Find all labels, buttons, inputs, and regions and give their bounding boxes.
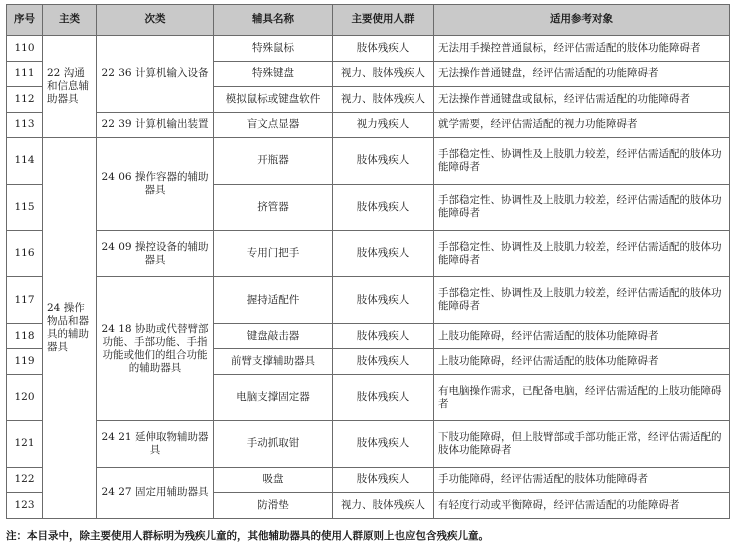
table-row — [7, 36, 730, 62]
sub-category-2421: 24 21 延伸取物辅助器具 — [97, 421, 214, 467]
row-number: 118 — [7, 323, 43, 349]
row-number: 122 — [7, 467, 43, 493]
user-group: 肢体残疾人 — [333, 374, 434, 420]
row-number: 123 — [7, 493, 43, 519]
device-name: 前臂支撑辅助器具 — [214, 349, 333, 375]
user-group: 视力残疾人 — [333, 112, 434, 138]
device-name: 盲文点显器 — [214, 112, 333, 138]
sub-category-2406: 24 06 操作容器的辅助器具 — [97, 138, 214, 231]
target-description: 无法用手操控普通鼠标，经评估需适配的肢体功能障碍者 — [434, 36, 730, 62]
header-main-category: 主类 — [43, 5, 97, 36]
device-name: 手动抓取钳 — [214, 421, 333, 467]
target-description: 手部稳定性、协调性及上肢肌力较差，经评估需适配的肢体功能障碍者 — [434, 138, 730, 184]
header-device-name: 辅具名称 — [214, 5, 333, 36]
target-description: 手部稳定性、协调性及上肢肌力较差，经评估需适配的肢体功能障碍者 — [434, 184, 730, 230]
user-group: 肢体残疾人 — [333, 467, 434, 493]
device-name: 特殊键盘 — [214, 61, 333, 87]
user-group: 肢体残疾人 — [333, 323, 434, 349]
table-row — [7, 231, 730, 277]
sub-category-2418: 24 18 协助或代替臂部功能、手部功能、手指功能或他们的组合功能的辅助器具 — [97, 277, 214, 421]
table-header-row — [7, 5, 730, 36]
user-group: 视力、肢体残疾人 — [333, 87, 434, 113]
target-description: 无法操作普通键盘，经评估需适配的功能障碍者 — [434, 61, 730, 87]
device-name: 握持适配件 — [214, 277, 333, 323]
row-number: 121 — [7, 421, 43, 467]
row-number: 111 — [7, 61, 43, 87]
assistive-device-table — [6, 4, 730, 519]
header-sub-category: 次类 — [97, 5, 214, 36]
row-number: 116 — [7, 231, 43, 277]
device-name: 吸盘 — [214, 467, 333, 493]
target-description: 下肢功能障碍，但上肢臂部或手部功能正常，经评估需适配的肢体功能障碍者 — [434, 421, 730, 467]
device-name: 挤管器 — [214, 184, 333, 230]
target-description: 无法操作普通键盘或鼠标，经评估需适配的功能障碍者 — [434, 87, 730, 113]
user-group: 肢体残疾人 — [333, 421, 434, 467]
target-description: 手部稳定性、协调性及上肢肌力较差，经评估需适配的肢体功能障碍者 — [434, 277, 730, 323]
main-category-22: 22 沟通和信息辅助器具 — [43, 36, 97, 138]
target-description: 手功能障碍，经评估需适配的肢体功能障碍者 — [434, 467, 730, 493]
header-target: 适用参考对象 — [434, 5, 730, 36]
device-name: 特殊鼠标 — [214, 36, 333, 62]
device-name: 开瓶器 — [214, 138, 333, 184]
user-group: 视力、肢体残疾人 — [333, 61, 434, 87]
row-number: 112 — [7, 87, 43, 113]
user-group: 肢体残疾人 — [333, 349, 434, 375]
target-description: 有电脑操作需求，已配备电脑，经评估需适配的上肢功能障碍者 — [434, 374, 730, 420]
row-number: 117 — [7, 277, 43, 323]
row-number: 110 — [7, 36, 43, 62]
user-group: 肢体残疾人 — [333, 138, 434, 184]
device-name: 专用门把手 — [214, 231, 333, 277]
device-name: 防滑垫 — [214, 493, 333, 519]
row-number: 120 — [7, 374, 43, 420]
table-row — [7, 112, 730, 138]
sub-category-2427: 24 27 固定用辅助器具 — [97, 467, 214, 518]
device-name: 键盘敲击器 — [214, 323, 333, 349]
target-description: 上肢功能障碍，经评估需适配的肢体功能障碍者 — [434, 323, 730, 349]
row-number: 115 — [7, 184, 43, 230]
sub-category-2239: 22 39 计算机输出装置 — [97, 112, 214, 138]
user-group: 肢体残疾人 — [333, 184, 434, 230]
sub-category-2409: 24 09 操控设备的辅助器具 — [97, 231, 214, 277]
table-row — [7, 467, 730, 493]
sub-category-2236: 22 36 计算机输入设备 — [97, 36, 214, 113]
row-number: 113 — [7, 112, 43, 138]
header-no: 序号 — [7, 5, 43, 36]
device-name: 电脑支撑固定器 — [214, 374, 333, 420]
table-row — [7, 277, 730, 323]
user-group: 肢体残疾人 — [333, 277, 434, 323]
target-description: 就学需要，经评估需适配的视力功能障碍者 — [434, 112, 730, 138]
user-group: 肢体残疾人 — [333, 231, 434, 277]
target-description: 手部稳定性、协调性及上肢肌力较差，经评估需适配的肢体功能障碍者 — [434, 231, 730, 277]
header-user-group: 主要使用人群 — [333, 5, 434, 36]
footnote: 注：本目录中，除主要使用人群标明为残疾儿童的，其他辅助器具的使用人群原则上也应包含残疾儿童。 — [6, 530, 489, 542]
table-row — [7, 138, 730, 184]
target-description: 有轻度行动或平衡障碍，经评估需适配的功能障碍者 — [434, 493, 730, 519]
device-name: 模拟鼠标或键盘软件 — [214, 87, 333, 113]
row-number: 119 — [7, 349, 43, 375]
row-number: 114 — [7, 138, 43, 184]
user-group: 肢体残疾人 — [333, 36, 434, 62]
main-category-24: 24 操作物品和器具的辅助器具 — [43, 138, 97, 519]
target-description: 上肢功能障碍，经评估需适配的肢体功能障碍者 — [434, 349, 730, 375]
table-row — [7, 421, 730, 467]
user-group: 视力、肢体残疾人 — [333, 493, 434, 519]
